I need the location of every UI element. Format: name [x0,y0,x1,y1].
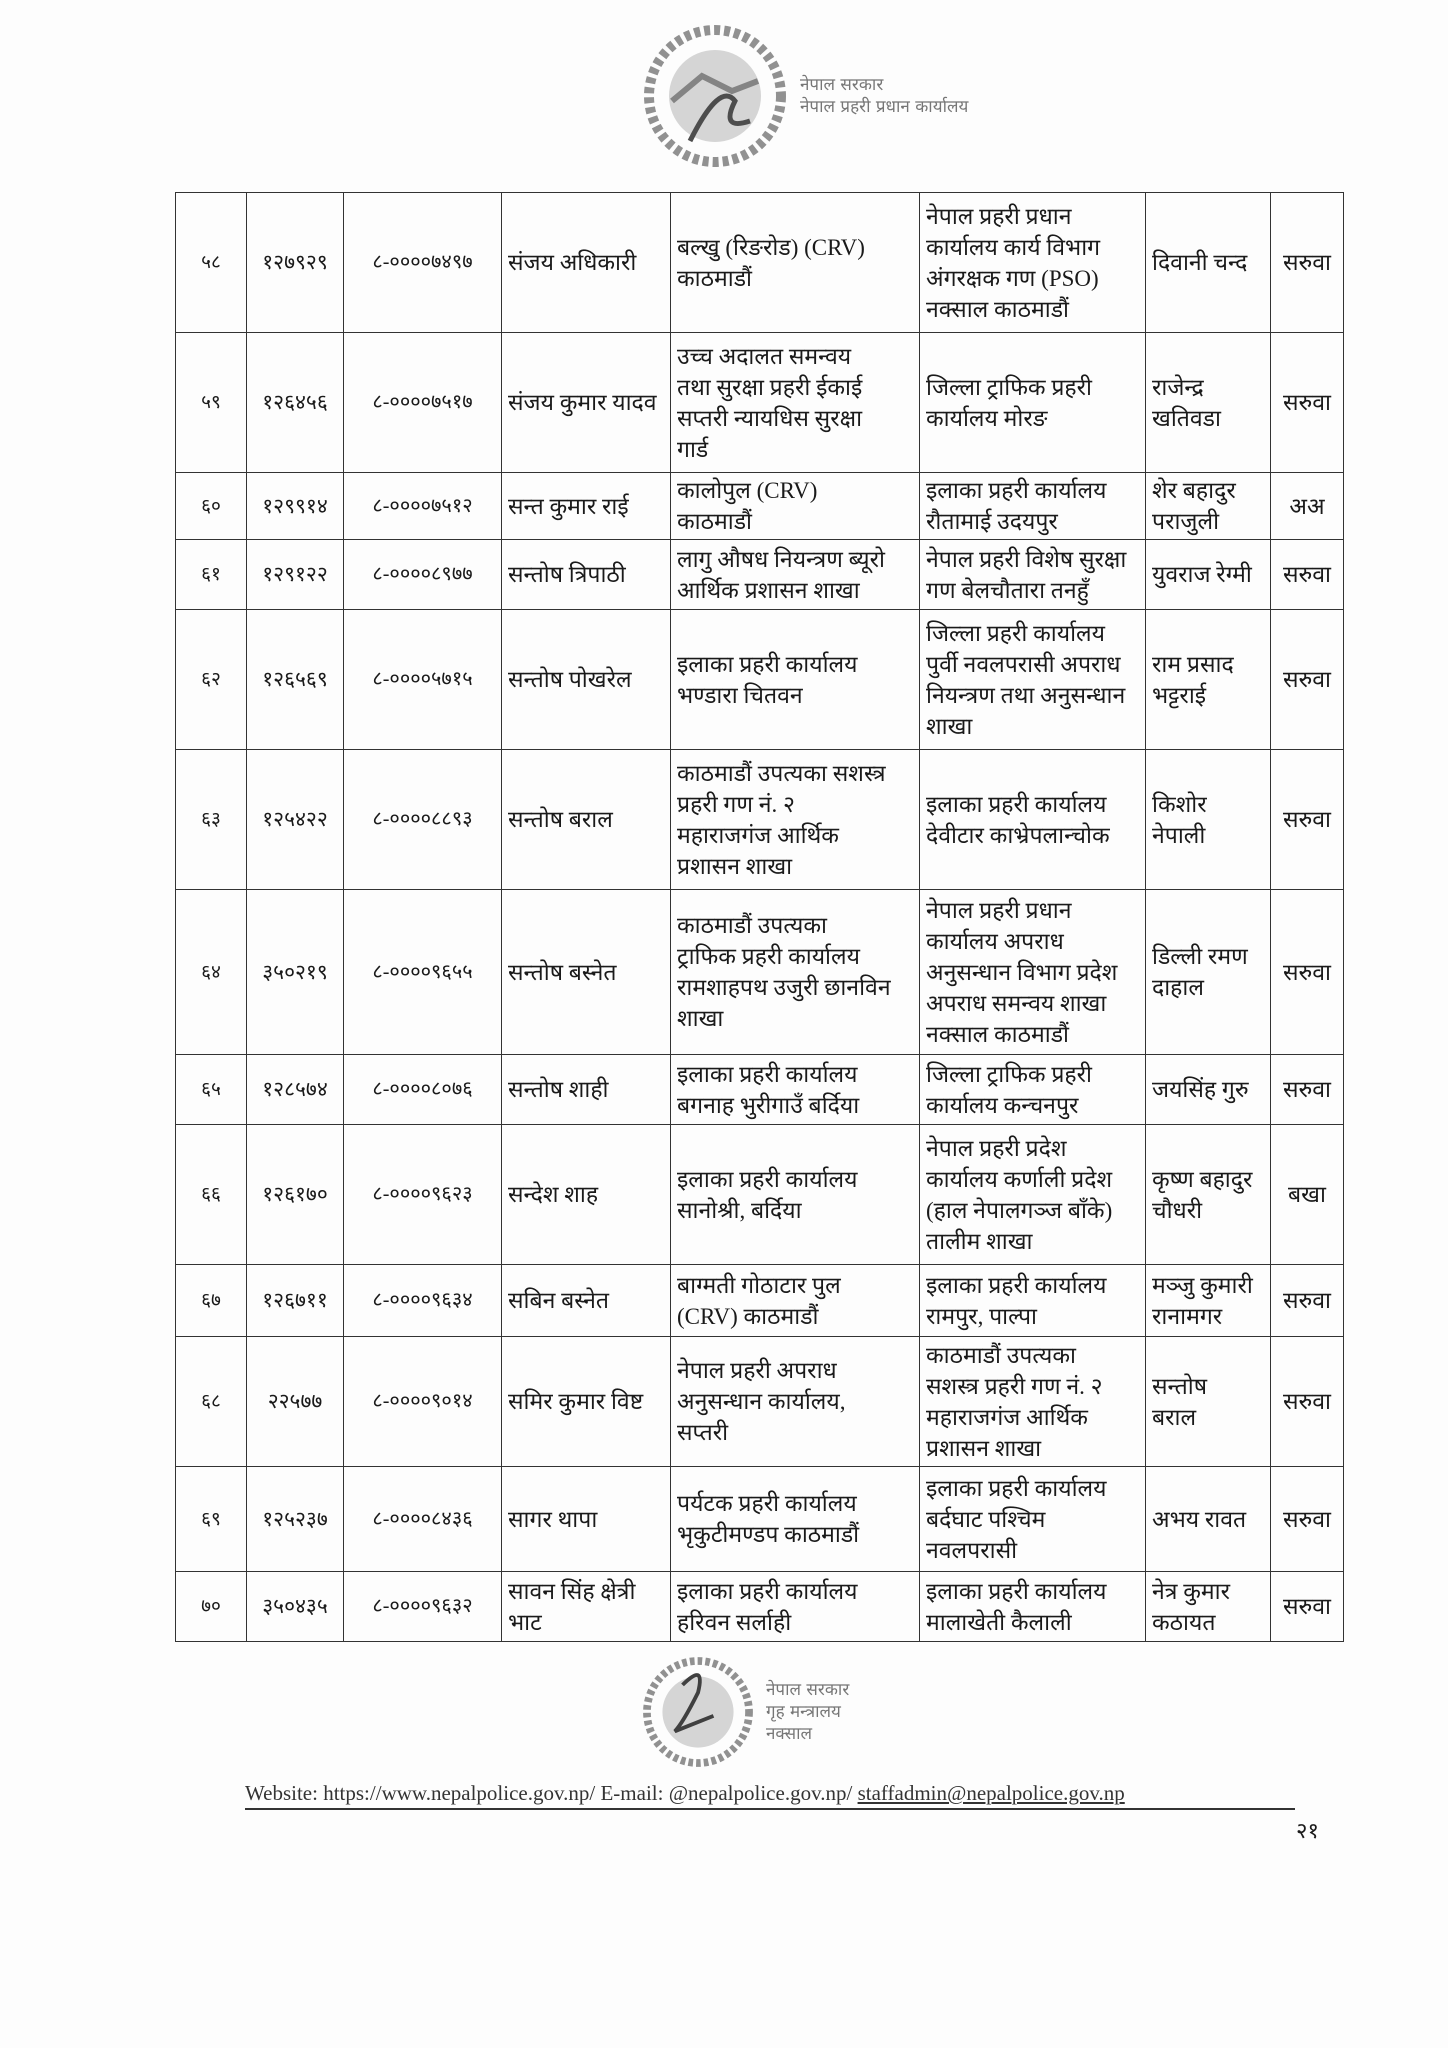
to-office-cell-line: शाखा [926,713,973,739]
name-cell [502,1337,671,1467]
from-office-cell [671,890,920,1055]
name-cell [502,1467,671,1572]
from-office-cell-line: लागु औषध नियन्त्रण ब्यूरो [677,546,885,572]
to-office-cell-line: नेपाल प्रहरी प्रदेश [926,1135,1067,1161]
recommender-cell-line: खतिवडा [1152,405,1221,431]
table-row [176,540,1344,610]
table-row [176,1125,1344,1265]
transfer-type-cell: सरुवा [1271,333,1344,473]
to-office-cell-line: रौतामाई उदयपुर [926,509,1058,534]
from-office-cell [671,750,920,890]
to-office-cell-line: नियन्त्रण तथा अनुसन्धान [926,682,1126,708]
to-office-cell [920,1055,1146,1125]
recommender-cell [1146,890,1271,1055]
id-cell: २२५७७ [247,1337,344,1467]
recommender-cell [1146,1125,1271,1265]
table-row [176,1467,1344,1572]
table-row [176,750,1344,890]
from-office-cell-line: सप्तरी न्यायधिस सुरक्षा [677,405,863,431]
name-cell-line: सन्तोष बस्नेत [508,959,617,985]
recommender-cell-line: कठायत [1152,1609,1216,1635]
to-office-cell-line: रामपुर, पाल्पा [926,1303,1037,1329]
name-cell-line: सन्त कुमार राई [508,493,629,519]
to-office-cell-line: मालाखेती कैलाली [926,1609,1072,1635]
from-office-cell [671,540,920,610]
from-office-cell-line: काठमाडौं [677,265,752,291]
email-link-1[interactable]: @nepalpolice.gov.np/ [668,1781,853,1805]
recommender-cell [1146,1055,1271,1125]
name-cell-line: संजय अधिकारी [508,250,637,275]
from-office-cell [671,1055,920,1125]
from-office-cell-line: ट्राफिक प्रहरी कार्यालय [677,944,860,969]
to-office-cell-line: नक्साल काठमाडौं [926,1021,1069,1047]
to-office-cell-line: नक्साल काठमाडौं [926,296,1069,322]
code-cell: ८-००००७५१७ [344,333,502,473]
name-cell-line: सन्तोष शाही [508,1077,609,1102]
id-cell: ३५०२१९ [247,890,344,1055]
code-cell: ८-००००९६५५ [344,890,502,1055]
from-office-cell [671,1572,920,1642]
from-office-cell-line: अनुसन्धान कार्यालय, [677,1389,846,1414]
table-row [176,193,1344,333]
name-cell [502,1265,671,1337]
name-cell [502,540,671,610]
to-office-cell-line: कार्यालय कार्य विभाग [926,234,1101,260]
table-row [176,1337,1344,1467]
recommender-cell-line: युवराज रेग्मी [1152,562,1252,587]
recommender-cell [1146,750,1271,890]
to-office-cell-line: काठमाडौं उपत्यका [926,1342,1077,1368]
from-office-cell [671,333,920,473]
from-office-cell-line: काठमाडौं उपत्यका सशस्त्र [677,760,886,786]
recommender-cell [1146,1265,1271,1337]
serial-cell: ७० [176,1572,247,1642]
id-cell: १२६५६९ [247,610,344,750]
recommender-cell-line: कृष्ण बहादुर [1152,1166,1253,1192]
from-office-cell-line: इलाका प्रहरी कार्यालय [677,1578,858,1604]
to-office-cell [920,333,1146,473]
to-office-cell-line: अंगरक्षक गण (PSO) [926,265,1099,291]
name-cell-line: सन्तोष पोखरेल [508,667,632,692]
id-cell: १२७९२९ [247,193,344,333]
to-office-cell [920,1467,1146,1572]
serial-cell: ६४ [176,890,247,1055]
name-cell [502,610,671,750]
transfer-type-cell: सरुवा [1271,1572,1344,1642]
recommender-cell [1146,193,1271,333]
from-office-cell-line: नेपाल प्रहरी अपराध [677,1358,837,1383]
seal-text-line: नेपाल सरकार [766,1680,850,1700]
recommender-cell-line: नेत्र कुमार [1152,1578,1230,1604]
name-cell [502,1055,671,1125]
table-row [176,890,1344,1055]
code-cell: ८-००००५७१५ [344,610,502,750]
transfer-type-cell: सरुवा [1271,750,1344,890]
to-office-cell-line: कार्यालय मोरङ [926,405,1048,431]
serial-cell: ६६ [176,1125,247,1265]
page-number: २१ [1296,1818,1319,1843]
top-seal-stamp [640,12,968,180]
id-cell: १२५२३७ [247,1467,344,1572]
recommender-cell [1146,333,1271,473]
from-office-cell-line: सप्तरी [677,1420,729,1445]
id-cell: १२६४५६ [247,333,344,473]
transfer-type-cell: सरुवा [1271,540,1344,610]
table-row [176,473,1344,540]
serial-cell: ५९ [176,333,247,473]
transfer-type-cell: सरुवा [1271,1265,1344,1337]
from-office-cell-line: रामशाहपथ उजुरी छानविन [677,975,891,1000]
from-office-cell-line: गार्ड [677,436,709,462]
id-cell: १२६७११ [247,1265,344,1337]
id-cell: १२९१२२ [247,540,344,610]
from-office-cell-line: काठमाडौं उपत्यका [677,913,828,938]
seal-text [800,74,968,118]
to-office-cell [920,1572,1146,1642]
to-office-cell-line: अपराध समन्वय शाखा [926,990,1107,1016]
from-office-cell-line: काठमाडौं [677,509,752,534]
to-office-cell-line: महाराजगंज आर्थिक [926,1404,1088,1430]
from-office-cell-line: प्रहरी गण नं. २ [677,791,795,817]
transfer-type-cell: सरुवा [1271,193,1344,333]
from-office-cell-line: बगनाह भुरीगाउँ बर्दिया [677,1092,860,1118]
seal-text-line: नेपाल सरकार [800,75,884,95]
to-office-cell [920,750,1146,890]
table-row [176,1055,1344,1125]
transfer-table [175,192,1344,1642]
to-office-cell-line: कार्यालय कन्चनपुर [926,1092,1079,1118]
to-office-cell-line: सशस्त्र प्रहरी गण नं. २ [926,1373,1103,1399]
code-cell: ८-००००७४९७ [344,193,502,333]
recommender-cell-line: मञ्जु कुमारी [1152,1272,1253,1298]
serial-cell: ६१ [176,540,247,610]
table-row [176,1265,1344,1337]
to-office-cell-line: जिल्ला ट्राफिक प्रहरी [926,1061,1093,1087]
name-cell [502,750,671,890]
from-office-cell-line: पर्यटक प्रहरी कार्यालय [677,1491,857,1516]
from-office-cell [671,1125,920,1265]
recommender-cell-line: नेपाली [1152,822,1206,848]
name-cell-line: सन्तोष त्रिपाठी [508,562,626,587]
recommender-cell-line: दाहाल [1152,975,1204,1000]
serial-cell: ६७ [176,1265,247,1337]
to-office-cell-line: अनुसन्धान विभाग प्रदेश [926,959,1118,985]
id-cell: १२९९१४ [247,473,344,540]
recommender-cell-line: अभय रावत [1152,1506,1247,1532]
code-cell: ८-००००८९७७ [344,540,502,610]
to-office-cell [920,1265,1146,1337]
recommender-cell-line: भट्टराई [1152,682,1207,708]
recommender-cell-line: चौधरी [1152,1197,1203,1223]
to-office-cell-line: कार्यालय अपराध [926,928,1064,954]
serial-cell: ६८ [176,1337,247,1467]
recommender-cell [1146,1467,1271,1572]
serial-cell: ६३ [176,750,247,890]
serial-cell: ६९ [176,1467,247,1572]
transfer-type-cell: सरुवा [1271,890,1344,1055]
email-label: E-mail: [600,1781,664,1805]
recommender-cell [1146,1572,1271,1642]
to-office-cell-line: जिल्ला ट्राफिक प्रहरी [926,374,1093,400]
from-office-cell-line: भृकुटीमण्डप काठमाडौं [677,1522,860,1547]
from-office-cell [671,193,920,333]
from-office-cell-line: सानोश्री, बर्दिया [677,1197,802,1223]
name-cell-line: सन्तोष बराल [508,807,613,832]
recommender-cell-line: राम प्रसाद [1152,651,1234,677]
table-row [176,1572,1344,1642]
to-office-cell-line: नेपाल प्रहरी प्रधान [926,897,1072,923]
from-office-cell-line: कालोपुल (CRV) [677,478,818,503]
from-office-cell-line: आर्थिक प्रशासन शाखा [677,577,860,603]
recommender-cell-line: डिल्ली रमण [1152,944,1248,969]
serial-cell: ६२ [176,610,247,750]
code-cell: ८-००००८४३६ [344,1467,502,1572]
to-office-cell-line: देवीटार काभ्रेपलान्चोक [926,822,1110,848]
recommender-cell-line: पराजुली [1152,509,1220,534]
from-office-cell-line: भण्डारा चितवन [677,682,803,708]
table-row [176,333,1344,473]
from-office-cell-line: हरिवन सर्लाही [677,1609,792,1635]
code-cell: ८-००००९६२३ [344,1125,502,1265]
serial-cell: ५८ [176,193,247,333]
footer-contact [245,1780,1295,1810]
recommender-cell-line: दिवानी चन्द [1152,250,1248,275]
from-office-cell [671,473,920,540]
seal-text-line: गृह मन्त्रालय [766,1702,841,1722]
code-cell: ८-००००९६३२ [344,1572,502,1642]
recommender-cell-line: सन्तोष [1152,1373,1207,1399]
to-office-cell-line: नेपाल प्रहरी प्रधान [926,203,1072,229]
email-link-2[interactable]: staffadmin@nepalpolice.gov.np [857,1781,1125,1805]
from-office-cell-line: उच्च अदालत समन्वय [677,343,852,369]
name-cell-line: सावन सिंह क्षेत्री [508,1578,636,1604]
to-office-cell-line: इलाका प्रहरी कार्यालय [926,1578,1107,1604]
to-office-cell-line: जिल्ला प्रहरी कार्यालय [926,620,1105,646]
transfer-type-cell: अअ [1271,473,1344,540]
to-office-cell-line: बर्दघाट पश्चिम [926,1506,1046,1532]
code-cell: ८-००००८८९३ [344,750,502,890]
from-office-cell [671,1467,920,1572]
from-office-cell-line: इलाका प्रहरी कार्यालय [677,651,858,677]
from-office-cell-line: इलाका प्रहरी कार्यालय [677,1061,858,1087]
serial-cell: ६० [176,473,247,540]
to-office-cell-line: (हाल नेपालगञ्ज बाँके) [926,1197,1113,1223]
to-office-cell [920,1125,1146,1265]
name-cell [502,1125,671,1265]
from-office-cell-line: बाग्मती गोठाटार पुल [677,1272,841,1298]
from-office-cell [671,1337,920,1467]
from-office-cell-line: इलाका प्रहरी कार्यालय [677,1166,858,1192]
serial-cell: ६५ [176,1055,247,1125]
recommender-cell [1146,1337,1271,1467]
seal-emblem-icon [640,21,790,171]
to-office-cell-line: पुर्वी नवलपरासी अपराध [926,651,1121,677]
website-label: Website: [245,1781,318,1805]
id-cell: ३५०४३५ [247,1572,344,1642]
recommender-cell-line: शेर बहादुर [1152,478,1236,503]
transfer-type-cell: बखा [1271,1125,1344,1265]
name-cell-line: सबिन बस्नेत [508,1288,609,1313]
code-cell: ८-००००७५१२ [344,473,502,540]
to-office-cell [920,193,1146,333]
bottom-seal-stamp [640,1652,849,1772]
recommender-cell-line: किशोर [1152,791,1207,817]
to-office-cell-line: नवलपरासी [926,1537,1018,1563]
id-cell: १२८५७४ [247,1055,344,1125]
name-cell-line: सागर थापा [508,1506,598,1532]
to-office-cell-line: इलाका प्रहरी कार्यालय [926,1272,1107,1298]
seal-text-line: नेपाल प्रहरी प्रधान कार्यालय [800,97,969,117]
to-office-cell-line: इलाका प्रहरी कार्यालय [926,791,1107,817]
recommender-cell-line: बराल [1152,1404,1197,1430]
seal-text [766,1679,849,1745]
seal-text-line: नक्साल [766,1724,813,1744]
to-office-cell [920,540,1146,610]
name-cell-line: भाट [508,1609,542,1635]
id-cell: १२५४२२ [247,750,344,890]
name-cell [502,473,671,540]
to-office-cell [920,610,1146,750]
from-office-cell-line: शाखा [677,1006,724,1031]
from-office-cell-line: महाराजगंज आर्थिक [677,822,839,848]
transfer-type-cell: सरुवा [1271,1337,1344,1467]
name-cell [502,333,671,473]
code-cell: ८-००००९६३४ [344,1265,502,1337]
to-office-cell-line: इलाका प्रहरी कार्यालय [926,478,1107,503]
from-office-cell [671,1265,920,1337]
from-office-cell-line: प्रशासन शाखा [677,853,793,879]
transfer-type-cell: सरुवा [1271,610,1344,750]
code-cell: ८-००००९०१४ [344,1337,502,1467]
from-office-cell [671,610,920,750]
to-office-cell-line: तालीम शाखा [926,1228,1033,1254]
name-cell [502,193,671,333]
id-cell: १२६१७० [247,1125,344,1265]
from-office-cell-line: बल्खु (रिङरोड) (CRV) [677,234,865,260]
to-office-cell [920,1337,1146,1467]
to-office-cell-line: गण बेलचौतारा तनहुँ [926,577,1089,603]
recommender-cell [1146,610,1271,750]
name-cell-line: संजय कुमार यादव [508,390,657,415]
name-cell [502,890,671,1055]
to-office-cell-line: नेपाल प्रहरी विशेष सुरक्षा [926,546,1127,572]
to-office-cell [920,890,1146,1055]
transfer-type-cell: सरुवा [1271,1467,1344,1572]
name-cell-line: सन्देश शाह [508,1182,599,1207]
from-office-cell-line: तथा सुरक्षा प्रहरी ईकाई [677,374,863,400]
recommender-cell-line: राजेन्द्र [1152,374,1204,400]
recommender-cell-line: रानामगर [1152,1303,1223,1329]
recommender-cell [1146,540,1271,610]
name-cell-line: समिर कुमार विष्ट [508,1389,644,1414]
recommender-cell [1146,473,1271,540]
recommender-cell-line: जयसिंह गुरु [1152,1077,1249,1102]
to-office-cell-line: प्रशासन शाखा [926,1435,1042,1461]
name-cell [502,1572,671,1642]
to-office-cell-line: कार्यालय कर्णाली प्रदेश [926,1166,1113,1192]
table-row [176,610,1344,750]
transfer-type-cell: सरुवा [1271,1055,1344,1125]
from-office-cell-line: (CRV) काठमाडौं [677,1303,819,1329]
website-link[interactable]: https://www.nepalpolice.gov.np/ [323,1781,596,1805]
to-office-cell-line: इलाका प्रहरी कार्यालय [926,1475,1107,1501]
seal-emblem-icon [640,1654,756,1770]
code-cell: ८-००००८०७६ [344,1055,502,1125]
to-office-cell [920,473,1146,540]
